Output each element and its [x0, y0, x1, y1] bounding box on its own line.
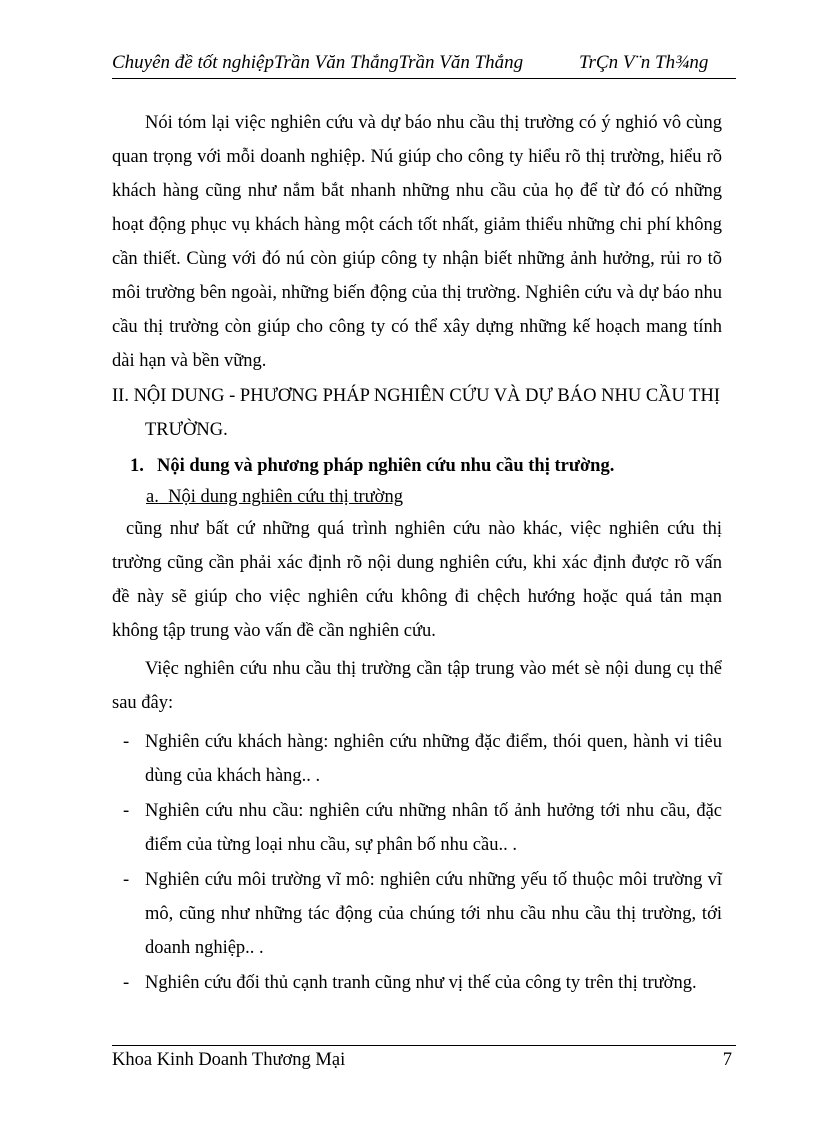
bullet-dash: -	[123, 801, 130, 821]
list-item	[112, 794, 722, 862]
list-item	[112, 863, 722, 965]
subheading-number: 1.	[130, 456, 144, 476]
page-content	[112, 106, 722, 1001]
list-item	[112, 725, 722, 793]
content-paragraph: cũng như bất cứ những quá trình nghiên cứu nào khác, việc nghiên cứu thị trường cũng cần phải xác định rõ nội dung nghiên cứu, khi xác định được rõ vấn đề này sẽ giúp cho việc nghiên cứu không đi chệch hướng hoặc quá tản mạn không tập trung vào vấn đề cần nghiên cứu.	[112, 519, 722, 641]
page-number: 7	[722, 1050, 732, 1070]
bullet-dash: -	[123, 973, 130, 993]
header-title: Chuyên đề tốt nghiệpTrần Văn ThắngTrần Văn Thắng	[112, 52, 524, 73]
footer-divider	[112, 1045, 736, 1046]
list-item-text: Nghiên cứu khách hàng: nghiên cứu những đặc điểm, thói quen, hành vi tiêu dùng của khách hàng.. .	[145, 732, 722, 786]
bullet-dash: -	[123, 732, 130, 752]
footer-faculty: Khoa Kinh Doanh Thương Mại	[112, 1050, 346, 1070]
bullet-dash: -	[123, 870, 130, 890]
sub-subheading	[146, 482, 722, 512]
list-item-text: Nghiên cứu nhu cầu: nghiên cứu những nhân tố ảnh hưởng tới nhu cầu, đặc điểm của từng loại nhu cầu, sự phân bố nhu cầu.. .	[145, 801, 722, 855]
page-header	[112, 50, 736, 79]
list-item-text: Nghiên cứu đối thủ cạnh tranh cũng như vị thế của công ty trên thị trường.	[145, 973, 697, 993]
sub-subheading-text: Nội dung nghiên cứu thị trường	[168, 487, 403, 507]
section-heading: II. NỘI DUNG - PHƯƠNG PHÁP NGHIÊN CỨU VÀ DỰ BÁO NHU CẦU THỊ TRƯỜNG.	[112, 386, 720, 440]
subheading-text: Nội dung và phương pháp nghiên cứu nhu cầu thị trường.	[157, 456, 615, 476]
list-item-text: Nghiên cứu môi trường vĩ mô: nghiên cứu những yếu tố thuộc môi trường vĩ mô, cũng như những tác động của chúng tới nhu cầu nhu cầu thị trường, tới doanh nghiệp.. .	[145, 870, 722, 958]
intro-paragraph: Nói tóm lại việc nghiên cứu và dự báo nhu cầu thị trường có ý nghió vô cùng quan trọng với mỗi doanh nghiệp. Nú giúp cho công ty hiểu rõ thị trường, hiểu rõ khách hàng cũng như nắm bắt nhanh những nhu cầu của họ để từ đó có những hoạt động phục vụ khách hàng một cách tốt nhất, giảm thiểu những chi phí không cần thiết. Cùng với đó nú còn giúp công ty nhận biết những ảnh hưởng, rủi ro tõ môi trường bên ngoài, những biến động của thị trường. Nghiên cứu và dự báo nhu cầu thị trường còn giúp cho công ty có thể xây dựng những kế hoạch mang tính dài hạn và bền vững.	[112, 113, 722, 371]
subheading	[130, 451, 722, 481]
focus-paragraph: Việc nghiên cứu nhu cầu thị trường cần tập trung vào mét sè nội dung cụ thể sau đây:	[112, 659, 722, 713]
bullet-list	[112, 725, 722, 1000]
sub-subheading-letter: a.	[146, 487, 159, 507]
list-item	[112, 966, 722, 1000]
header-author: TrÇn V¨n Th¾ng	[579, 52, 709, 73]
